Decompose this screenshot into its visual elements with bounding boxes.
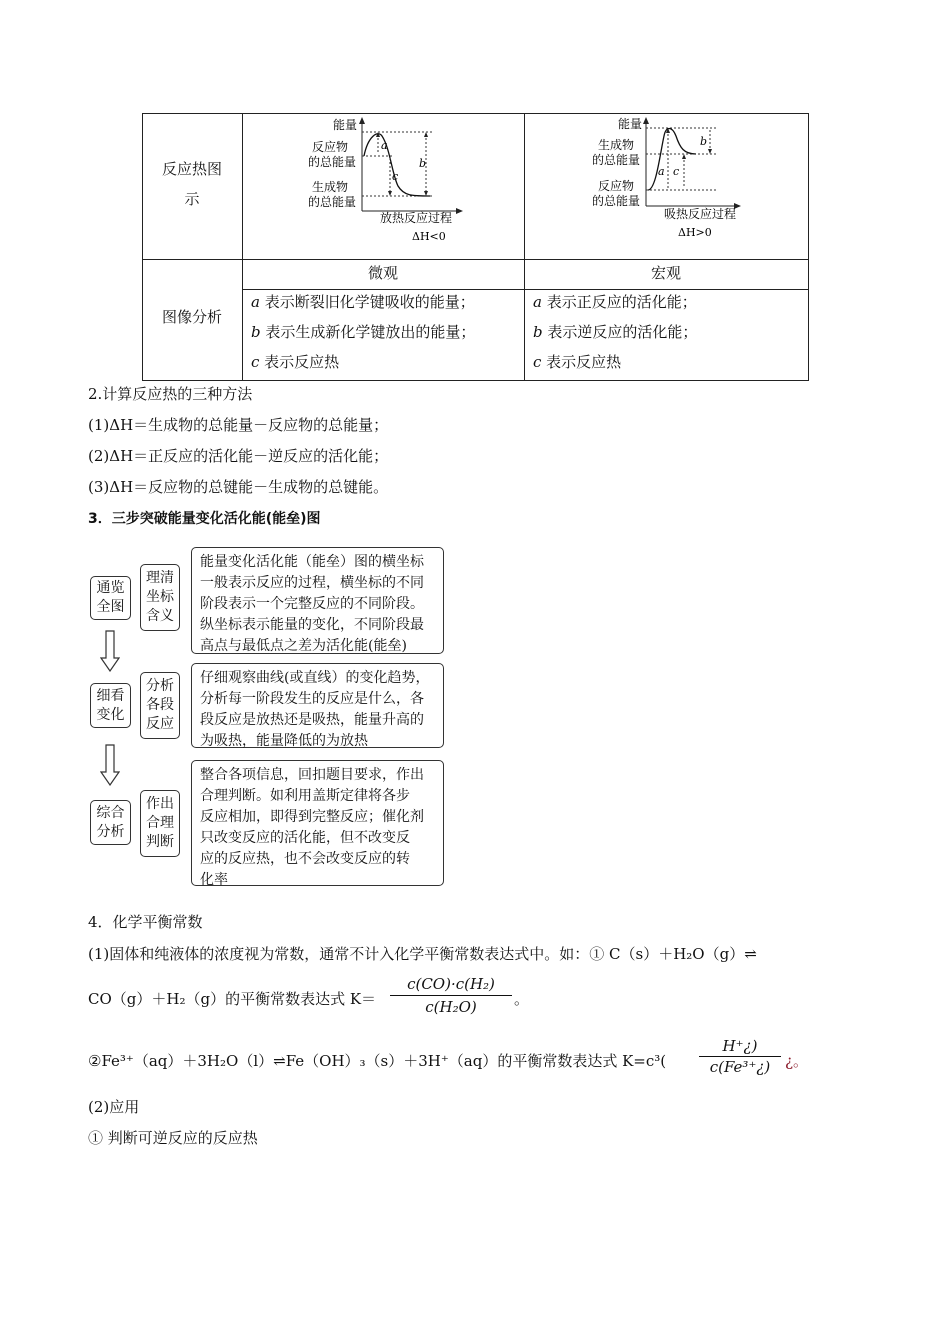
col-micro-header: 微观: [367, 264, 398, 282]
section4-p2: ②Fe³⁺（aq）＋3H₂O（l）⇌Fe（OH）₃（s）＋3H⁺（aq）的平衡常数表达式 K=c³(: [88, 1052, 667, 1070]
step3-mid-box: 作出 合理 判断: [140, 790, 180, 857]
svg-text:的总能量: 的总能量: [592, 153, 641, 167]
section4-p3: (2)应用: [88, 1098, 140, 1116]
section4-p4: ① 判断可逆反应的反应热: [88, 1129, 258, 1147]
method-2: (2)ΔH＝正反应的活化能－逆反应的活化能；: [88, 447, 389, 465]
axis-label: 能量: [333, 118, 358, 132]
step2-text-box: 仔细观察曲线(或直线）的变化趋势， 分析每一阶段发生的反应是什么，各 段反应是放热还是吸热，能量升高的 为吸热，能量降低的为放热: [191, 663, 444, 748]
svg-text:ΔH>0: ΔH>0: [678, 226, 712, 239]
method-3: (3)ΔH＝反应物的总键能－生成物的总键能。: [88, 478, 389, 496]
step1-left-box: 通览 全图: [90, 576, 131, 620]
p2-suffix: ¿。: [785, 1052, 809, 1070]
step1-mid-box: 理清 坐标 含义: [140, 564, 180, 631]
down-arrow-icon: [100, 744, 120, 786]
down-arrow-icon: [100, 630, 120, 672]
section2-title: 2.计算反应热的三种方法: [88, 385, 253, 403]
svg-text:生成物: 生成物: [312, 180, 349, 194]
svg-text:的总能量: 的总能量: [308, 195, 357, 209]
frac1-numerator: c(CO)·c(H₂): [407, 975, 495, 993]
macro-line: b 表示逆反应的活化能；: [533, 323, 698, 341]
row1-header: 反应热图 示: [161, 160, 222, 208]
svg-text:的总能量: 的总能量: [308, 155, 357, 169]
step2-left-box: 细看 变化: [90, 683, 131, 728]
svg-text:能量: 能量: [618, 117, 643, 131]
macro-analysis: [533, 287, 697, 377]
section4-p1-line1: (1)固体和纯液体的浓度视为常数，通常不计入化学平衡常数表达式中。如：① C（s）＋H₂O（g）⇌: [88, 945, 757, 963]
k-fraction-2: [697, 1037, 783, 1076]
row2-header: 图像分析: [161, 308, 222, 326]
svg-text:c: c: [673, 165, 680, 178]
step1-text-box: 能量变化活化能（能垒）图的横坐标 一般表示反应的过程，横坐标的不同 阶段表示一个完整反应的不同阶段。 纵坐标表示能量的变化，不同阶段最 高点与最低点之差为活化能(能垒): [191, 547, 444, 654]
micro-line: b 表示生成新化学键放出的能量；: [251, 323, 476, 341]
micro-line: a 表示断裂旧化学键吸收的能量；: [251, 293, 475, 311]
step3-text-box: 整合各项信息，回扣题目要求，作出 合理判断。如利用盖斯定律将各步 反应相加，即得到完整反应；催化剂 只改变反应的活化能，但不改变反 应的反应热，也不会改变反应的转 化率: [191, 760, 444, 886]
p1-period: 。: [514, 990, 530, 1008]
frac2-numerator: H⁺¿): [722, 1037, 758, 1055]
svg-text:b: b: [700, 135, 708, 148]
svg-text:a: a: [381, 139, 388, 152]
frac2-denominator: c(Fe³⁺¿): [709, 1058, 771, 1076]
svg-text:放热反应过程: 放热反应过程: [380, 211, 453, 225]
svg-text:c: c: [392, 170, 399, 183]
svg-text:反应物: 反应物: [312, 140, 349, 154]
micro-analysis: [251, 287, 475, 377]
svg-text:生成物: 生成物: [598, 138, 635, 152]
svg-text:的总能量: 的总能量: [592, 194, 641, 208]
section3-title: 3．三步突破能量变化活化能(能垒)图: [88, 511, 321, 527]
svg-text:a: a: [658, 165, 665, 178]
section4-p1-line2: CO（g）＋H₂（g）的平衡常数表达式 K＝: [88, 990, 377, 1008]
k-fraction-1: [388, 974, 514, 1017]
macro-line: a 表示正反应的活化能；: [533, 293, 697, 311]
svg-text:反应物: 反应物: [598, 179, 635, 193]
method-1: (1)ΔH＝生成物的总能量－反应物的总能量；: [88, 416, 389, 434]
col-macro-header: 宏观: [650, 264, 681, 282]
macro-line: c 表示反应热: [533, 353, 622, 371]
endothermic-energy-diagram: [584, 114, 764, 248]
svg-text:ΔH<0: ΔH<0: [412, 230, 446, 243]
micro-line: c 表示反应热: [251, 353, 340, 371]
exothermic-energy-diagram: [300, 114, 480, 248]
step3-left-box: 综合 分析: [90, 800, 131, 845]
svg-text:b: b: [419, 157, 427, 170]
svg-text:吸热反应过程: 吸热反应过程: [664, 207, 737, 221]
frac1-denominator: c(H₂O): [425, 998, 477, 1016]
step2-mid-box: 分析 各段 反应: [140, 672, 180, 739]
section4-title: 4．化学平衡常数: [88, 913, 203, 931]
